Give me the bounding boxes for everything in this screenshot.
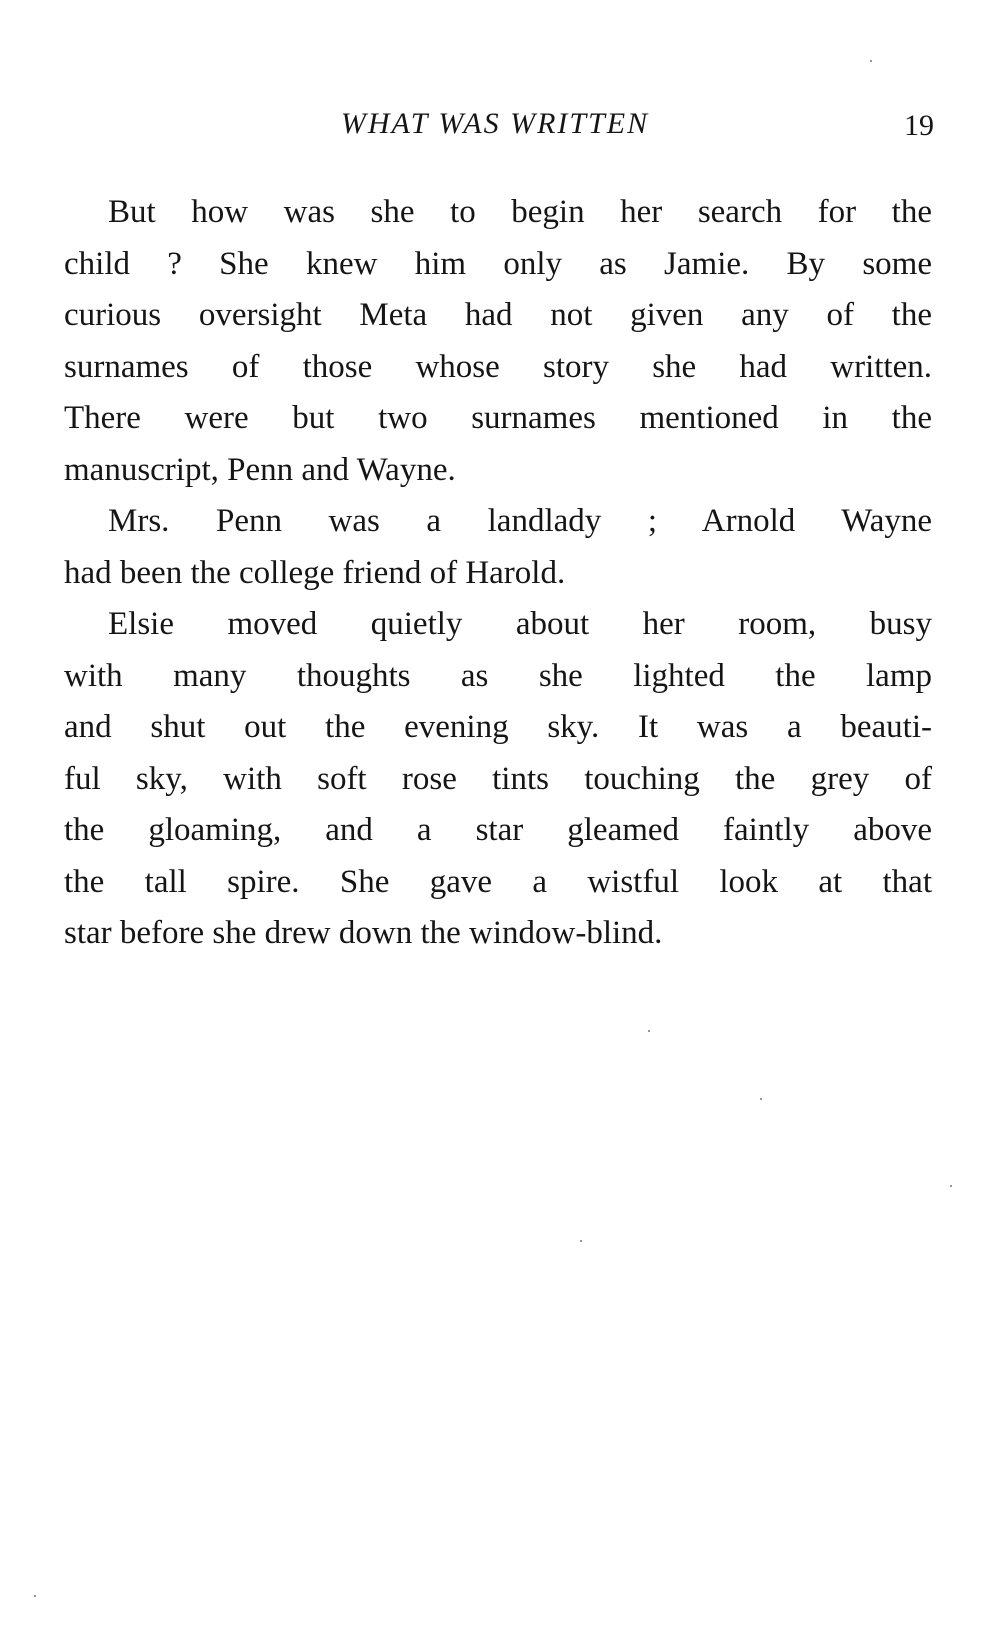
text-line: curious oversight Meta had not given any of the [64,297,932,333]
body-text [64,187,932,960]
chapter-title: WHAT WAS WRITTEN [340,107,650,140]
paragraph-1 [64,187,932,496]
page-number: 19 [904,109,934,142]
text-line: and shut out the evening sky. It was a beauti- [64,709,932,745]
running-head [64,107,934,147]
text-line: There were but two surnames mentioned in the [64,400,932,436]
text-line: surnames of those whose story she had written. [64,348,932,385]
text-line: with many thoughts as she lighted the lamp [64,657,932,694]
paper-speck [950,1185,952,1187]
text-line: star before she drew down the window-blind. [64,915,663,951]
text-line: Mrs. Penn was a landlady ; Arnold Wayne [108,503,932,539]
text-line: But how was she to begin her search for the [108,194,932,230]
paper-speck [580,1240,582,1242]
text-line: manuscript, Penn and Wayne. [64,451,456,488]
paragraph-2 [64,496,932,599]
paragraph-3 [64,599,932,960]
paper-speck [870,60,872,62]
paper-speck [34,1595,36,1597]
text-line: the tall spire. She gave a wistful look at that [64,863,932,900]
text-line: Elsie moved quietly about her room, busy [108,606,932,642]
paper-speck [760,1098,762,1100]
text-line: had been the college friend of Harold. [64,554,566,591]
paper-speck [648,1030,650,1032]
text-line: child ? She knew him only as Jamie. By some [64,245,932,282]
text-line: the gloaming, and a star gleamed faintly above [64,812,932,848]
text-line: ful sky, with soft rose tints touching the grey of [64,760,932,797]
